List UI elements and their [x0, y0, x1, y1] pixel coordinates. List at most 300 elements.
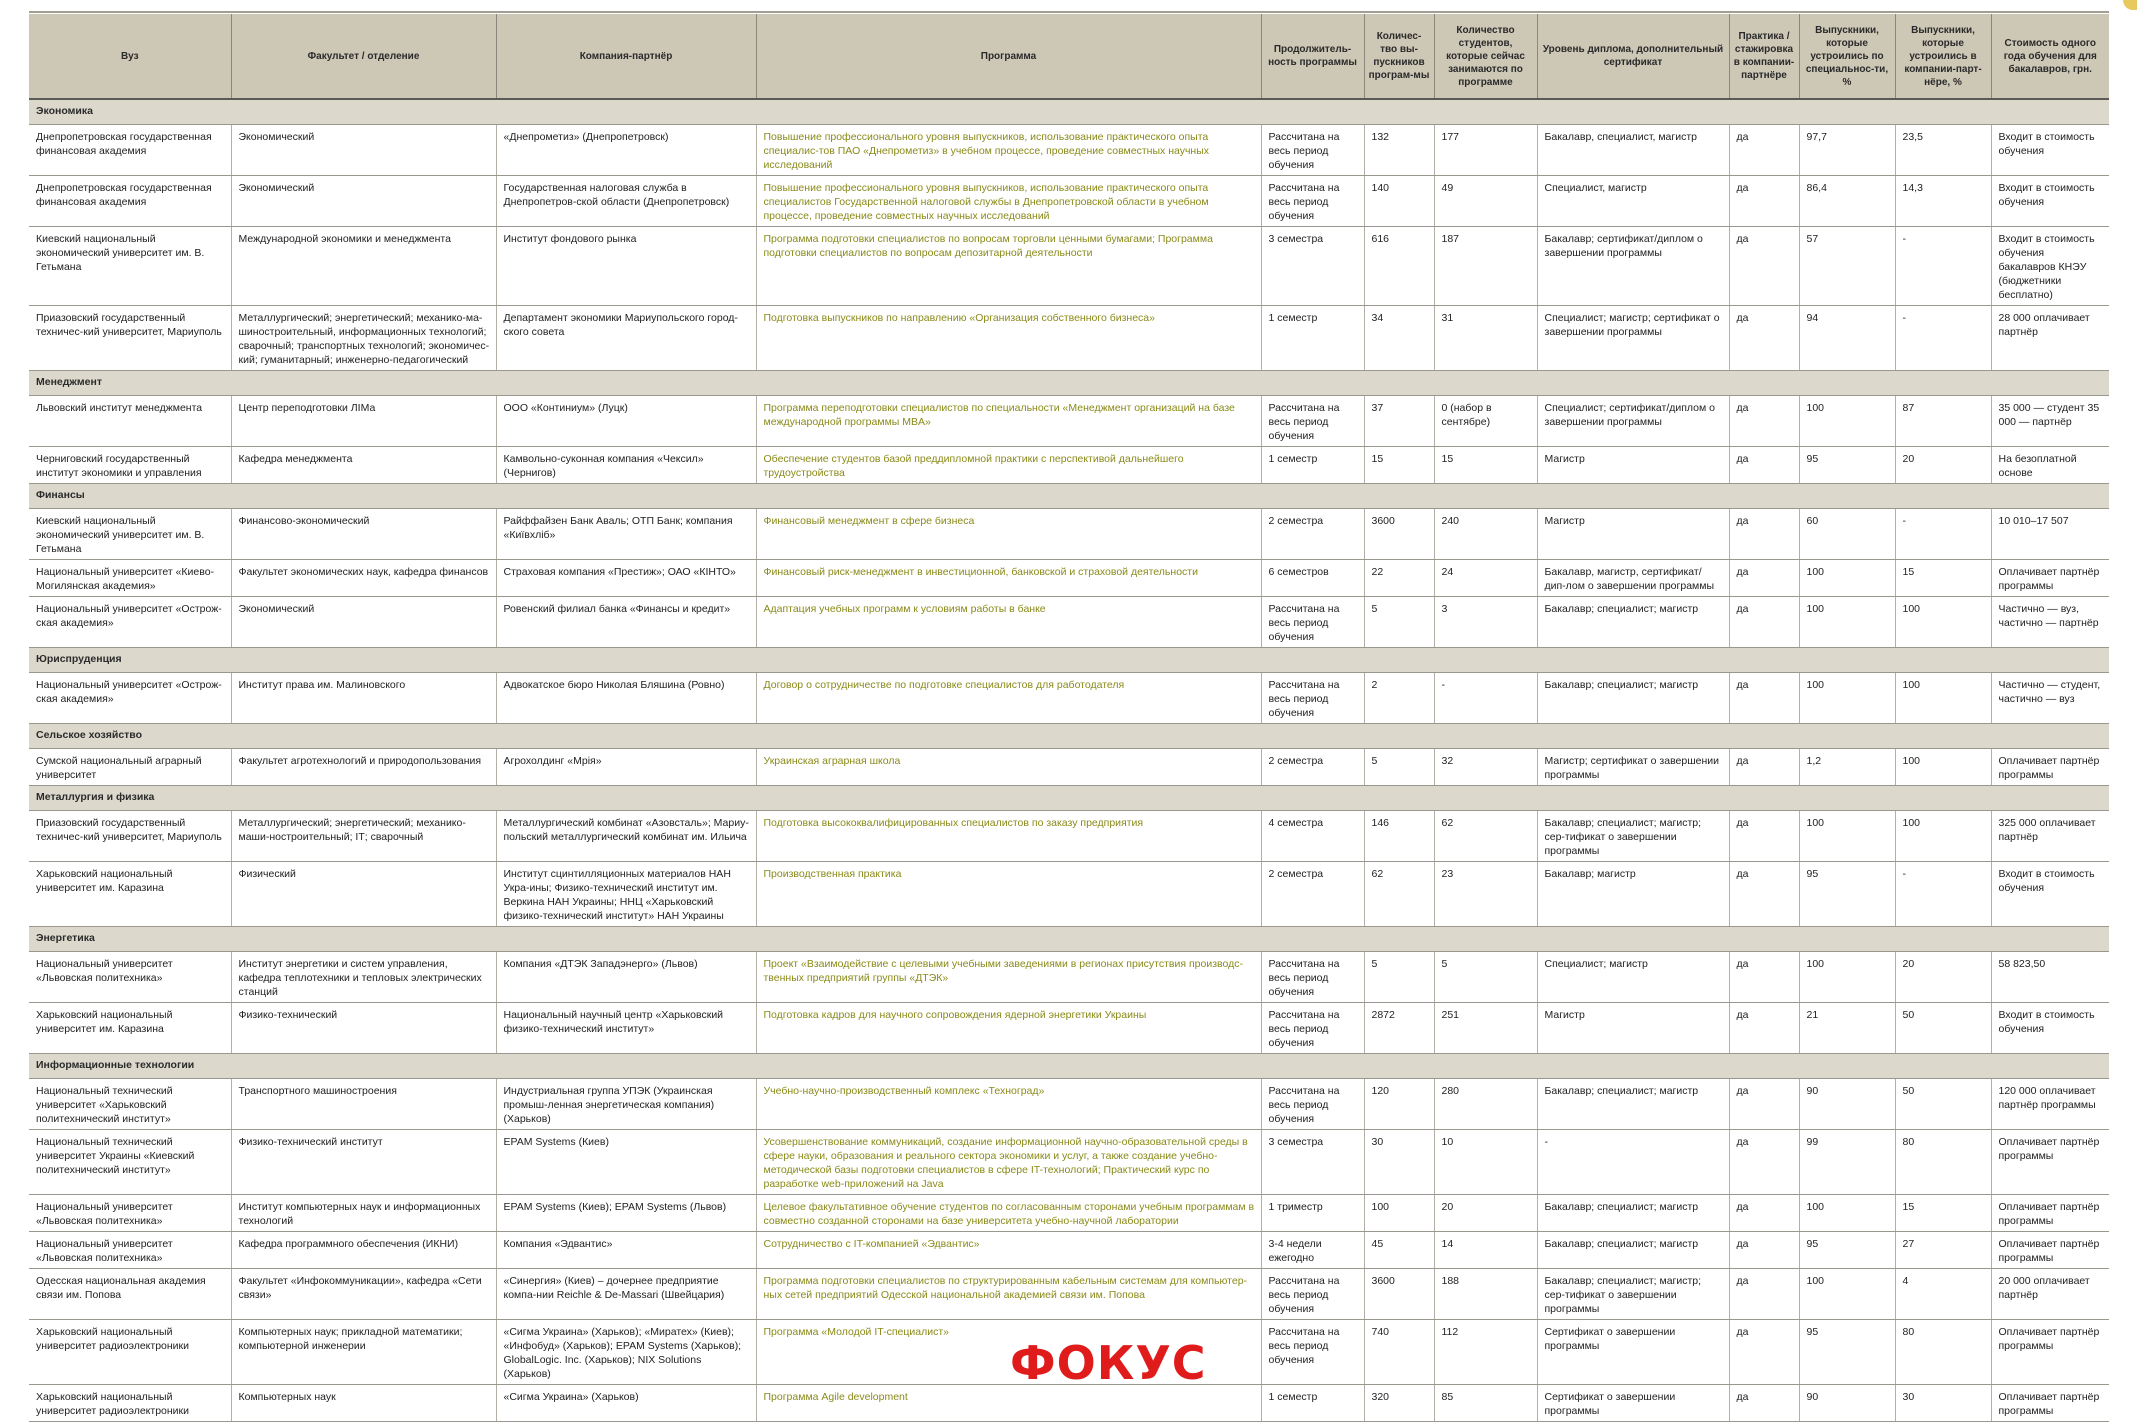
- cell-employed-partner: 23,5: [1895, 125, 1991, 176]
- cell-program: Финансовый риск-менеджмент в инвестиционной, банковской и страховой деятельности: [756, 560, 1261, 597]
- cell-diploma: Магистр; сертификат о завершении программы: [1537, 749, 1729, 786]
- cell-faculty: Факультет «Инфокоммуникации», кафедра «Сети связи»: [231, 1269, 496, 1320]
- cell-students: 112: [1434, 1320, 1537, 1385]
- cell-grads: 5: [1364, 597, 1434, 648]
- cell-vuz: Киевский национальный экономический университет им. В. Гетьмана: [29, 509, 231, 560]
- cell-employed-partner: 80: [1895, 1320, 1991, 1385]
- cell-vuz: Киевский национальный экономический университет им. В. Гетьмана: [29, 227, 231, 306]
- cell-employed: 100: [1799, 396, 1895, 447]
- cell-duration: Рассчитана на весь период обучения: [1261, 1269, 1364, 1320]
- header-practice: Практика / стажировка в компании-партнёре: [1729, 14, 1799, 99]
- cell-employed-partner: 30: [1895, 1385, 1991, 1422]
- section-row: [29, 786, 2109, 811]
- cell-employed-partner: -: [1895, 306, 1991, 371]
- table-row: [29, 560, 2109, 597]
- section-title: Металлургия и физика: [29, 786, 2109, 811]
- cell-grads: 34: [1364, 306, 1434, 371]
- header-partner: Компания-партнёр: [496, 14, 756, 99]
- table-row: [29, 1385, 2109, 1422]
- cell-cost: Входит в стоимость обучения: [1991, 1003, 2109, 1054]
- cell-duration: 2 семестра: [1261, 862, 1364, 927]
- cell-program: Проект «Взаимодействие с целевыми учебными заведениями в регионах присутствия производс-твенных предприятий группы «ДТЭК»: [756, 952, 1261, 1003]
- fokus-logo: ФОКУС: [1010, 1336, 1207, 1390]
- cell-duration: 2 семестра: [1261, 749, 1364, 786]
- cell-students: 14: [1434, 1232, 1537, 1269]
- cell-employed-partner: 14,3: [1895, 176, 1991, 227]
- comparison-table-container: [29, 14, 2109, 1422]
- cell-diploma: Бакалавр; специалист; магистр: [1537, 673, 1729, 724]
- cell-diploma: Бакалавр; специалист; магистр: [1537, 1079, 1729, 1130]
- section-title: Юриспруденция: [29, 648, 2109, 673]
- cell-cost: Оплачивает партнёр программы: [1991, 1130, 2109, 1195]
- cell-vuz: Днепропетровская государственная финансовая академия: [29, 125, 231, 176]
- cell-students: 177: [1434, 125, 1537, 176]
- cell-employed: 100: [1799, 597, 1895, 648]
- cell-employed: 1,2: [1799, 749, 1895, 786]
- cell-students: 240: [1434, 509, 1537, 560]
- cell-program: Подготовка кадров для научного сопровождения ядерной энергетики Украины: [756, 1003, 1261, 1054]
- cell-employed: 100: [1799, 560, 1895, 597]
- cell-diploma: Бакалавр; сертификат/диплом о завершении программы: [1537, 227, 1729, 306]
- cell-program: Договор о сотрудничестве по подготовке специалистов для работодателя: [756, 673, 1261, 724]
- cell-vuz: Национальный технический университет «Харьковский политехнический институт»: [29, 1079, 231, 1130]
- cell-duration: Рассчитана на весь период обучения: [1261, 176, 1364, 227]
- header-diploma: Уровень диплома, дополнительный сертификат: [1537, 14, 1729, 99]
- cell-program: Усовершенствование коммуникаций, создание информационной научно-образовательной среды в сфере науки, образования и реального сектора экономики и услуг, а также создание учебно-методической базы подготовки специалистов в сфере IT-технологий; Практический курс по разработке web-приложений на Java: [756, 1130, 1261, 1195]
- cell-vuz: Сумской национальный аграрный университет: [29, 749, 231, 786]
- cell-program: Подготовка выпускников по направлению «Организация собственного бизнеса»: [756, 306, 1261, 371]
- cell-vuz: Харьковский национальный университет им. Каразина: [29, 1003, 231, 1054]
- cell-vuz: Харьковский национальный университет радиоэлектроники: [29, 1320, 231, 1385]
- cell-duration: Рассчитана на весь период обучения: [1261, 952, 1364, 1003]
- cell-partner: Государственная налоговая служба в Днепропетров-ской области (Днепропетровск): [496, 176, 756, 227]
- cell-partner: Институт фондового рынка: [496, 227, 756, 306]
- header-faculty: Факультет / отделение: [231, 14, 496, 99]
- cell-employed: 100: [1799, 1269, 1895, 1320]
- table-row: [29, 447, 2109, 484]
- cell-students: 31: [1434, 306, 1537, 371]
- cell-cost: 120 000 оплачивает партнёр программы: [1991, 1079, 2109, 1130]
- cell-diploma: Магистр: [1537, 509, 1729, 560]
- cell-diploma: Бакалавр, магистр, сертификат/дип-лом о завершении программы: [1537, 560, 1729, 597]
- cell-vuz: Одесская национальная академия связи им. Попова: [29, 1269, 231, 1320]
- cell-employed-partner: 80: [1895, 1130, 1991, 1195]
- cell-duration: 3 семестра: [1261, 227, 1364, 306]
- cell-students: 15: [1434, 447, 1537, 484]
- cell-program: Программа переподготовки специалистов по специальности «Менеджмент организаций на базе международной программы MBA»: [756, 396, 1261, 447]
- cell-students: 0 (набор в сентябре): [1434, 396, 1537, 447]
- cell-employed: 21: [1799, 1003, 1895, 1054]
- cell-employed-partner: 27: [1895, 1232, 1991, 1269]
- cell-partner: «Сигма Украина» (Харьков): [496, 1385, 756, 1422]
- cell-cost: Оплачивает партнёр программы: [1991, 1232, 2109, 1269]
- cell-partner: Компания «ДТЭК Западэнерго» (Львов): [496, 952, 756, 1003]
- cell-partner: Агрохолдинг «Мрія»: [496, 749, 756, 786]
- cell-vuz: Приазовский государственный техничес-кий университет, Мариуполь: [29, 306, 231, 371]
- cell-partner: Райффайзен Банк Аваль; ОТП Банк; компания «Київхліб»: [496, 509, 756, 560]
- cell-grads: 2: [1364, 673, 1434, 724]
- cell-diploma: Специалист, магистр: [1537, 176, 1729, 227]
- cell-grads: 30: [1364, 1130, 1434, 1195]
- cell-duration: Рассчитана на весь период обучения: [1261, 673, 1364, 724]
- cell-duration: 2 семестра: [1261, 509, 1364, 560]
- cell-program: Подготовка высококвалифицированных специалистов по заказу предприятия: [756, 811, 1261, 862]
- cell-cost: Оплачивает партнёр программы: [1991, 1320, 2109, 1385]
- cell-cost: Оплачивает партнёр программы: [1991, 1385, 2109, 1422]
- header-vuz: Вуз: [29, 14, 231, 99]
- cell-cost: Частично — вуз, частично — партнёр: [1991, 597, 2109, 648]
- cell-practice: да: [1729, 509, 1799, 560]
- cell-faculty: Международной экономики и менеджмента: [231, 227, 496, 306]
- cell-faculty: Металлургический; энергетический; механико-ма-шиностроительный, информационных технологий; сварочный; транспортных технологий; экономичес-кий; гуманитарный; инженерно-педагогический: [231, 306, 496, 371]
- cell-cost: Оплачивает партнёр программы: [1991, 1195, 2109, 1232]
- cell-grads: 37: [1364, 396, 1434, 447]
- cell-students: 187: [1434, 227, 1537, 306]
- table-header-row: [29, 14, 2109, 99]
- cell-practice: да: [1729, 1130, 1799, 1195]
- cell-students: -: [1434, 673, 1537, 724]
- cell-partner: EPAM Systems (Киев): [496, 1130, 756, 1195]
- cell-diploma: Сертификат о завершении программы: [1537, 1320, 1729, 1385]
- cell-employed: 90: [1799, 1079, 1895, 1130]
- table-row: [29, 1003, 2109, 1054]
- cell-grads: 146: [1364, 811, 1434, 862]
- cell-vuz: Львовский институт менеджмента: [29, 396, 231, 447]
- section-row: [29, 648, 2109, 673]
- cell-grads: 5: [1364, 749, 1434, 786]
- cell-diploma: Магистр: [1537, 447, 1729, 484]
- cell-duration: 1 семестр: [1261, 306, 1364, 371]
- table-row: [29, 509, 2109, 560]
- cell-employed: 90: [1799, 1385, 1895, 1422]
- cell-practice: да: [1729, 1385, 1799, 1422]
- cell-diploma: Бакалавр, специалист, магистр: [1537, 125, 1729, 176]
- cell-employed-partner: 20: [1895, 952, 1991, 1003]
- cell-grads: 45: [1364, 1232, 1434, 1269]
- section-row: [29, 724, 2109, 749]
- cell-vuz: Приазовский государственный техничес-кий университет, Мариуполь: [29, 811, 231, 862]
- cell-grads: 15: [1364, 447, 1434, 484]
- cell-diploma: Бакалавр; специалист; магистр; сер-тификат о завершении программы: [1537, 811, 1729, 862]
- cell-vuz: Национальный технический университет Украины «Киевский политехнический институт»: [29, 1130, 231, 1195]
- cell-vuz: Национальный университет «Львовская политехника»: [29, 952, 231, 1003]
- table-row: [29, 396, 2109, 447]
- header-students: Количество студентов, которые сейчас занимаются по программе: [1434, 14, 1537, 99]
- cell-duration: 1 семестр: [1261, 447, 1364, 484]
- cell-employed: 100: [1799, 673, 1895, 724]
- header-program: Программа: [756, 14, 1261, 99]
- cell-cost: 35 000 — студент 35 000 — партнёр: [1991, 396, 2109, 447]
- cell-employed-partner: -: [1895, 227, 1991, 306]
- cell-employed: 100: [1799, 1195, 1895, 1232]
- cell-diploma: Магистр: [1537, 1003, 1729, 1054]
- cell-faculty: Экономический: [231, 125, 496, 176]
- cell-practice: да: [1729, 597, 1799, 648]
- cell-faculty: Кафедра программного обеспечения (ИКНИ): [231, 1232, 496, 1269]
- cell-cost: Входит в стоимость обучения: [1991, 862, 2109, 927]
- cell-faculty: Экономический: [231, 176, 496, 227]
- cell-students: 49: [1434, 176, 1537, 227]
- cell-practice: да: [1729, 862, 1799, 927]
- cell-employed-partner: 50: [1895, 1079, 1991, 1130]
- cell-practice: да: [1729, 1003, 1799, 1054]
- section-title: Экономика: [29, 99, 2109, 125]
- cell-employed-partner: 15: [1895, 1195, 1991, 1232]
- section-title: Финансы: [29, 484, 2109, 509]
- cell-grads: 3600: [1364, 1269, 1434, 1320]
- cell-program: Повышение профессионального уровня выпускников, использование практического опыта специалис-тов ПАО «Днепрометиз» в учебном процессе, проведение совместных научных исследований: [756, 125, 1261, 176]
- cell-grads: 140: [1364, 176, 1434, 227]
- cell-practice: да: [1729, 1320, 1799, 1385]
- cell-practice: да: [1729, 1232, 1799, 1269]
- cell-practice: да: [1729, 396, 1799, 447]
- cell-faculty: Центр переподготовки ЛІМа: [231, 396, 496, 447]
- cell-grads: 120: [1364, 1079, 1434, 1130]
- cell-grads: 100: [1364, 1195, 1434, 1232]
- cell-employed: 57: [1799, 227, 1895, 306]
- cell-faculty: Транспортного машиностроения: [231, 1079, 496, 1130]
- cell-faculty: Металлургический; энергетический; механико-маши-ностроительный; ІТ; сварочный: [231, 811, 496, 862]
- table-row: [29, 952, 2109, 1003]
- cell-duration: Рассчитана на весь период обучения: [1261, 597, 1364, 648]
- section-row: [29, 99, 2109, 125]
- cell-program: Программа подготовки специалистов по вопросам торговли ценными бумагами; Программа подготовки специалистов по вопросам депозитарной деятельности: [756, 227, 1261, 306]
- cell-partner: Металлургический комбинат «Азовсталь»; Мариу-польский металлургический комбинат им. Ильича: [496, 811, 756, 862]
- cell-employed-partner: 15: [1895, 560, 1991, 597]
- cell-cost: На безоплатной основе: [1991, 447, 2109, 484]
- cell-grads: 22: [1364, 560, 1434, 597]
- cell-students: 85: [1434, 1385, 1537, 1422]
- cell-vuz: Национальный университет «Острож-ская академия»: [29, 597, 231, 648]
- cell-partner: Институт сцинтилляционных материалов НАН Укра-ины; Физико-технический институт им. Веркина НАН Украины; ННЦ «Харьковский физико-технический институт» НАН Украины: [496, 862, 756, 927]
- cell-faculty: Компьютерных наук; прикладной математики; компьютерной инженерии: [231, 1320, 496, 1385]
- cell-employed-partner: 100: [1895, 749, 1991, 786]
- table-row: [29, 673, 2109, 724]
- section-title: Сельское хозяйство: [29, 724, 2109, 749]
- cell-vuz: Национальный университет «Киево-Могилянская академия»: [29, 560, 231, 597]
- cell-employed-partner: 87: [1895, 396, 1991, 447]
- cell-students: 24: [1434, 560, 1537, 597]
- cell-duration: Рассчитана на весь период обучения: [1261, 1320, 1364, 1385]
- cell-employed: 95: [1799, 447, 1895, 484]
- cell-students: 32: [1434, 749, 1537, 786]
- cell-employed: 97,7: [1799, 125, 1895, 176]
- cell-program: Обеспечение студентов базой преддипломной практики с перспективой дальнейшего трудоустройства: [756, 447, 1261, 484]
- cell-students: 5: [1434, 952, 1537, 1003]
- cell-employed-partner: 20: [1895, 447, 1991, 484]
- cell-duration: Рассчитана на весь период обучения: [1261, 1079, 1364, 1130]
- cell-employed: 100: [1799, 811, 1895, 862]
- cell-grads: 3600: [1364, 509, 1434, 560]
- cell-diploma: -: [1537, 1130, 1729, 1195]
- cell-faculty: Финансово-экономический: [231, 509, 496, 560]
- cell-faculty: Факультет экономических наук, кафедра финансов: [231, 560, 496, 597]
- cell-cost: Входит в стоимость обучения: [1991, 125, 2109, 176]
- header-employed: Выпускники, которые устроились по специальнос-ти, %: [1799, 14, 1895, 99]
- section-title: Энергетика: [29, 927, 2109, 952]
- cell-practice: да: [1729, 749, 1799, 786]
- cell-cost: 20 000 оплачивает партнёр: [1991, 1269, 2109, 1320]
- cell-employed-partner: 4: [1895, 1269, 1991, 1320]
- cell-practice: да: [1729, 1269, 1799, 1320]
- cell-cost: Входит в стоимость обучения бакалавров КНЭУ (бюджетники бесплатно): [1991, 227, 2109, 306]
- table-row: [29, 1079, 2109, 1130]
- cell-grads: 740: [1364, 1320, 1434, 1385]
- university-partner-table: [29, 14, 2109, 1422]
- cell-employed-partner: 100: [1895, 597, 1991, 648]
- cell-practice: да: [1729, 227, 1799, 306]
- cell-duration: 3 семестра: [1261, 1130, 1364, 1195]
- cell-program: Повышение профессионального уровня выпускников, использование практического опыта специалистов Государственной налоговой службы в Днепропетровской области в учебном процессе, проведение совместных научных исследований: [756, 176, 1261, 227]
- cell-vuz: Харьковский национальный университет радиоэлектроники: [29, 1385, 231, 1422]
- cell-students: 251: [1434, 1003, 1537, 1054]
- cell-employed-partner: -: [1895, 509, 1991, 560]
- cell-employed-partner: -: [1895, 862, 1991, 927]
- cell-practice: да: [1729, 811, 1799, 862]
- cell-program: Украинская аграрная школа: [756, 749, 1261, 786]
- table-row: [29, 227, 2109, 306]
- cell-diploma: Специалист; магистр: [1537, 952, 1729, 1003]
- section-title: Менеджмент: [29, 371, 2109, 396]
- cell-program: Целевое факультативное обучение студентов по согласованным сторонами учебным программам в совместно созданной сторонами на базе университета учебно-научной лаборатории: [756, 1195, 1261, 1232]
- cell-cost: 58 823,50: [1991, 952, 2109, 1003]
- cell-faculty: Факультет агротехнологий и природопользования: [231, 749, 496, 786]
- cell-cost: 325 000 оплачивает партнёр: [1991, 811, 2109, 862]
- cell-grads: 62: [1364, 862, 1434, 927]
- cell-cost: Частично — студент, частично — вуз: [1991, 673, 2109, 724]
- table-row: [29, 125, 2109, 176]
- cell-diploma: Сертификат о завершении программы: [1537, 1385, 1729, 1422]
- cell-program: Программа Agile development: [756, 1385, 1261, 1422]
- cell-employed: 94: [1799, 306, 1895, 371]
- cell-partner: Департамент экономики Мариупольского город-ского совета: [496, 306, 756, 371]
- cell-partner: ООО «Континиум» (Луцк): [496, 396, 756, 447]
- header-employed-partner: Выпускники, которые устроились в компании-парт-нёре, %: [1895, 14, 1991, 99]
- cell-partner: «Днепрометиз» (Днепропетровск): [496, 125, 756, 176]
- section-row: [29, 371, 2109, 396]
- cell-employed-partner: 100: [1895, 811, 1991, 862]
- cell-students: 280: [1434, 1079, 1537, 1130]
- cell-program: Сотрудничество с IT-компанией «Эдвантис»: [756, 1232, 1261, 1269]
- cell-diploma: Бакалавр; специалист; магистр: [1537, 1232, 1729, 1269]
- cell-vuz: Харьковский национальный университет им. Каразина: [29, 862, 231, 927]
- cell-employed: 95: [1799, 862, 1895, 927]
- cell-duration: 1 триместр: [1261, 1195, 1364, 1232]
- table-row: [29, 1232, 2109, 1269]
- cell-faculty: Физико-технический институт: [231, 1130, 496, 1195]
- cell-grads: 5: [1364, 952, 1434, 1003]
- cell-students: 23: [1434, 862, 1537, 927]
- cell-employed: 60: [1799, 509, 1895, 560]
- table-row: [29, 597, 2109, 648]
- cell-grads: 132: [1364, 125, 1434, 176]
- table-row: [29, 1195, 2109, 1232]
- cell-diploma: Бакалавр; специалист; магистр: [1537, 597, 1729, 648]
- cell-duration: 1 семестр: [1261, 1385, 1364, 1422]
- cell-partner: Камвольно-суконная компания «Чексил» (Чернигов): [496, 447, 756, 484]
- cell-duration: 6 семестров: [1261, 560, 1364, 597]
- cell-faculty: Кафедра менеджмента: [231, 447, 496, 484]
- cell-employed: 86,4: [1799, 176, 1895, 227]
- cell-faculty: Компьютерных наук: [231, 1385, 496, 1422]
- cell-partner: «Сигма Украина» (Харьков); «Миратех» (Киев); «Инфобуд» (Харьков); EPAM Systems (Харьков); GlobalLogic. Inc. (Харьков); NIX Solutions (Харьков): [496, 1320, 756, 1385]
- section-title: Информационные технологии: [29, 1054, 2109, 1079]
- cell-faculty: Институт энергетики и систем управления, кафедра теплотехники и тепловых электрических станций: [231, 952, 496, 1003]
- cell-practice: да: [1729, 952, 1799, 1003]
- cell-grads: 2872: [1364, 1003, 1434, 1054]
- table-row: [29, 749, 2109, 786]
- cell-vuz: Днепропетровская государственная финансовая академия: [29, 176, 231, 227]
- cell-vuz: Национальный университет «Острож-ская академия»: [29, 673, 231, 724]
- cell-cost: Входит в стоимость обучения: [1991, 176, 2109, 227]
- cell-employed: 99: [1799, 1130, 1895, 1195]
- cell-students: 20: [1434, 1195, 1537, 1232]
- cell-vuz: Национальный университет «Львовская политехника»: [29, 1232, 231, 1269]
- cell-employed: 95: [1799, 1320, 1895, 1385]
- cell-duration: Рассчитана на весь период обучения: [1261, 125, 1364, 176]
- cell-diploma: Бакалавр; специалист; магистр: [1537, 1195, 1729, 1232]
- cell-program: Программа подготовки специалистов по структурированным кабельным системам для компьютер-ных сетей предприятий Одесской национальной академией связи им. Попова: [756, 1269, 1261, 1320]
- cell-diploma: Бакалавр; специалист; магистр; сер-тификат о завершении программы: [1537, 1269, 1729, 1320]
- cell-program: Финансовый менеджмент в сфере бизнеса: [756, 509, 1261, 560]
- page-corner-icon: [2123, 0, 2137, 10]
- cell-partner: Национальный научный центр «Харьковский физико-технический институт»: [496, 1003, 756, 1054]
- cell-practice: да: [1729, 125, 1799, 176]
- cell-grads: 320: [1364, 1385, 1434, 1422]
- section-row: [29, 1054, 2109, 1079]
- cell-practice: да: [1729, 176, 1799, 227]
- section-row: [29, 484, 2109, 509]
- cell-diploma: Специалист; магистр; сертификат о завершении программы: [1537, 306, 1729, 371]
- cell-program: Программа «Молодой IT-специалист»: [756, 1320, 1261, 1385]
- cell-practice: да: [1729, 447, 1799, 484]
- cell-program: Адаптация учебных программ к условиям работы в банке: [756, 597, 1261, 648]
- cell-partner: EPAM Systems (Киев); EPAM Systems (Львов): [496, 1195, 756, 1232]
- cell-practice: да: [1729, 1195, 1799, 1232]
- header-duration: Продолжитель-ность программы: [1261, 14, 1364, 99]
- cell-diploma: Специалист; сертификат/диплом о завершении программы: [1537, 396, 1729, 447]
- cell-employed: 95: [1799, 1232, 1895, 1269]
- cell-partner: Ровенский филиал банка «Финансы и кредит»: [496, 597, 756, 648]
- cell-employed-partner: 100: [1895, 673, 1991, 724]
- cell-program: Учебно-научно-производственный комплекс «Техноград»: [756, 1079, 1261, 1130]
- cell-cost: Оплачивает партнёр программы: [1991, 749, 2109, 786]
- cell-faculty: Экономический: [231, 597, 496, 648]
- cell-duration: 3-4 недели ежегодно: [1261, 1232, 1364, 1269]
- header-cost: Стоимость одного года обучения для бакалавров, грн.: [1991, 14, 2109, 99]
- header-grads: Количес-тво вы-пускников програм-мы: [1364, 14, 1434, 99]
- cell-faculty: Институт компьютерных наук и информационных технологий: [231, 1195, 496, 1232]
- table-row: [29, 306, 2109, 371]
- cell-faculty: Физико-технический: [231, 1003, 496, 1054]
- top-rule: [29, 11, 2109, 13]
- cell-diploma: Бакалавр; магистр: [1537, 862, 1729, 927]
- cell-duration: Рассчитана на весь период обучения: [1261, 1003, 1364, 1054]
- cell-vuz: Черниговский государственный институт экономики и управления: [29, 447, 231, 484]
- table-row: [29, 862, 2109, 927]
- cell-students: 10: [1434, 1130, 1537, 1195]
- cell-students: 3: [1434, 597, 1537, 648]
- cell-practice: да: [1729, 1079, 1799, 1130]
- cell-cost: 10 010–17 507: [1991, 509, 2109, 560]
- table-row: [29, 1269, 2109, 1320]
- cell-vuz: Национальный университет «Львовская политехника»: [29, 1195, 231, 1232]
- table-row: [29, 1130, 2109, 1195]
- cell-partner: Индустриальная группа УПЭК (Украинская промыш-ленная энергетическая компания) (Харьков): [496, 1079, 756, 1130]
- cell-program: Производственная практика: [756, 862, 1261, 927]
- cell-duration: Рассчитана на весь период обучения: [1261, 396, 1364, 447]
- cell-students: 62: [1434, 811, 1537, 862]
